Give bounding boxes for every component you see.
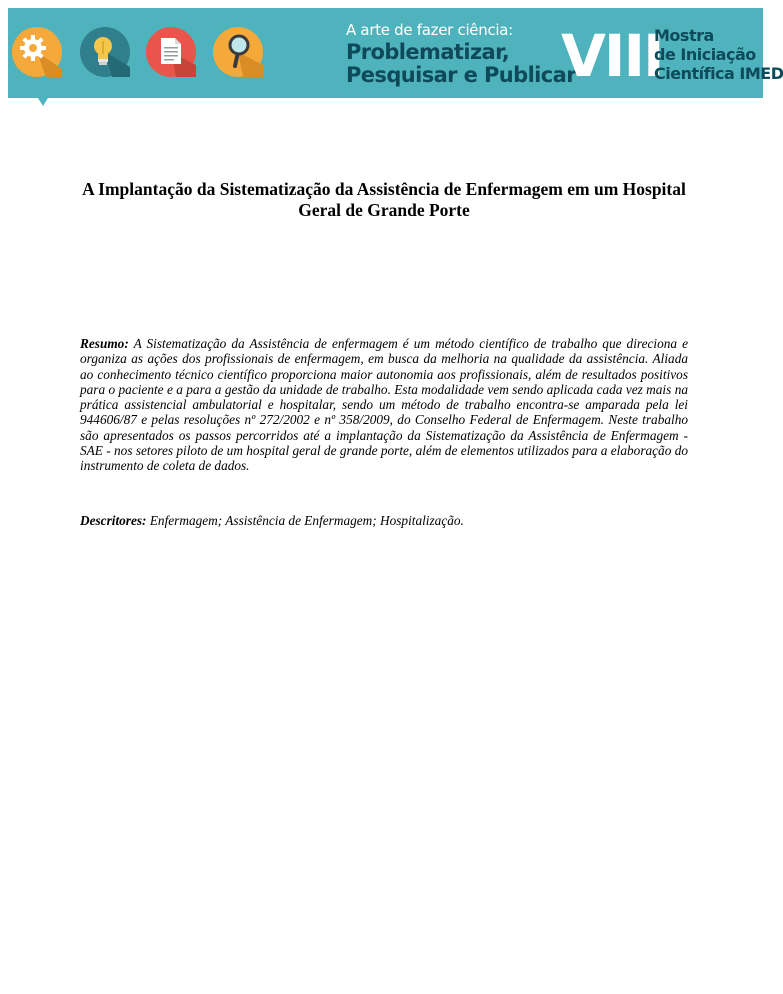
abstract-paragraph	[80, 336, 688, 474]
document-icon	[146, 27, 196, 77]
banner-event-line2: de Iniciação	[654, 45, 756, 64]
keywords-paragraph	[80, 513, 688, 528]
lightbulb-icon	[80, 27, 130, 77]
banner-headline-line1: Problematizar,	[346, 40, 510, 64]
keywords-text: Enfermagem; Assistência de Enfermagem; Hospitalização.	[149, 513, 464, 528]
magnifier-icon	[213, 27, 263, 77]
banner-headline-line2: Pesquisar e Publicar	[346, 63, 576, 87]
banner-pointer	[38, 98, 48, 106]
banner-tagline: A arte de fazer ciência:	[346, 21, 513, 39]
gear-icon	[12, 27, 62, 77]
banner-event-line3: Científica IMED	[654, 64, 783, 83]
banner-edition-numeral: VIII	[561, 22, 663, 90]
paper-title: A Implantação da Sistematização da Assistência de Enfermagem em um Hospital Geral de Grande Porte	[82, 179, 686, 220]
keywords-label: Descritores:	[80, 513, 147, 528]
abstract-label: Resumo:	[80, 336, 129, 351]
abstract-text: A Sistematização da Assistência de enfermagem é um método científico de trabalho que direciona e organiza as ações dos profissionais de enfermagem, em busca da melhoria na qualidade da assistência. Aliada ao conhecimento técnico científico proporciona maior autonomia aos profissionais, além de resultados positivos para o paciente e a para a gestão da unidade de trabalho. Esta modalidade vem sendo aplicada cada vez mais na prática assistencial ambulatorial e hospitalar, sendo um método de trabalho encontra-se amparada pela lei 944606/87 e pelas resoluções nº 272/2002 e nº 358/2009, do Conselho Federal de Enfermagem. Neste trabalho são apresentados os passos percorridos até a implantação da Sistematização da Assistência de Enfermagem - SAE - nos setores piloto de um hospital geral de grande porte, além de elementos utilizados para a elaboração do instrumento de coleta de dados.	[80, 336, 688, 474]
banner-event-line1: Mostra	[654, 26, 714, 45]
